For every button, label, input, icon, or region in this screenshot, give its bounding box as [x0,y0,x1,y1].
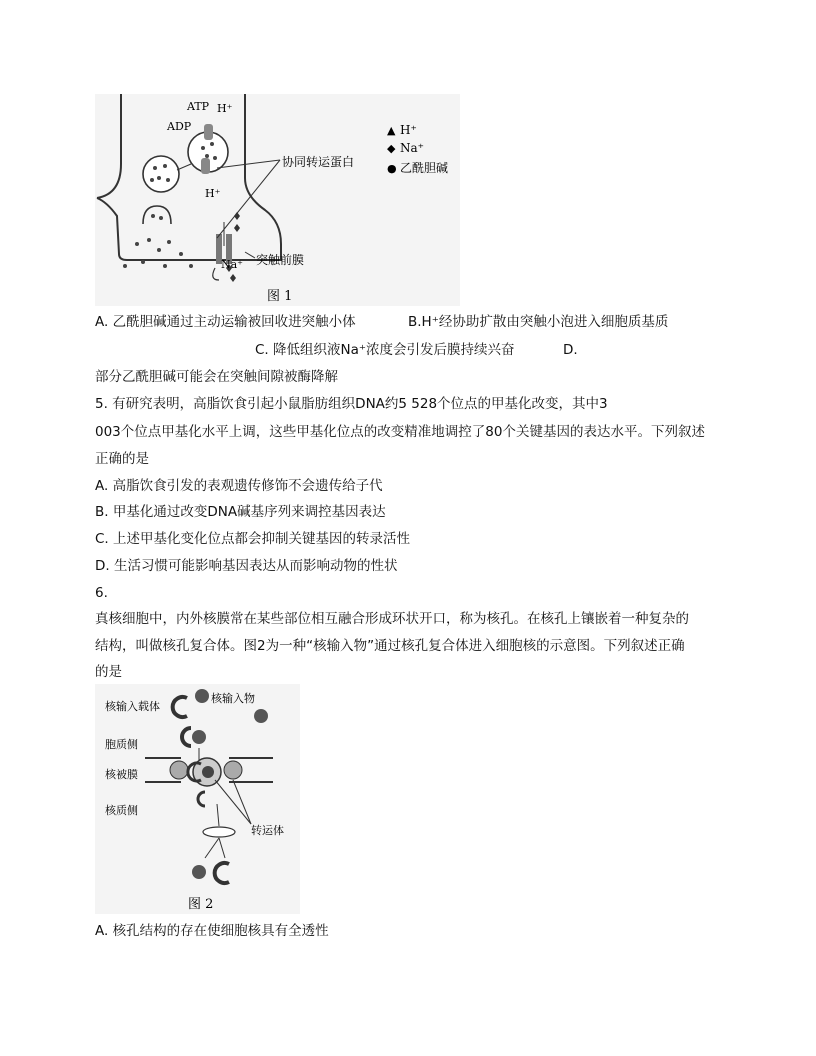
q4-option-b: B.H⁺经协助扩散由突触小泡进入细胞质基质 [408,314,669,330]
label-h-top: H⁺ [217,102,233,115]
q6-option-a: A. 核孔结构的存在使细胞核具有全透性 [95,923,329,939]
q5-option-a: A. 高脂饮食引发的表观遗传修饰不会遗传给子代 [95,478,383,494]
label-cargo: 核输入物 [211,692,255,705]
legend-ach-symbol: ● [387,162,397,175]
label-h-mid: H⁺ [205,187,221,200]
figure-1 [95,94,460,306]
q6-number: 6. [95,585,108,601]
q5-option-c: C. 上述甲基化变化位点都会抑制关键基因的转录活性 [95,531,411,547]
q6-stem-line3: 的是 [95,664,122,680]
legend-ach-label: 乙酰胆碱 [400,161,449,175]
label-nucleoplasm: 核质侧 [105,804,138,817]
q4-option-d-text: 部分乙酰胆碱可能会在突触间隙被酶降解 [95,369,338,385]
legend-h-symbol: ▲ [387,124,396,137]
q6-stem-line2: 结构，叫做核孔复合体。图2为一种“核输入物”通过核孔复合体进入细胞核的示意图。下列叙述正确 [95,638,685,654]
q4-option-a: A. 乙酰胆碱通过主动运输被回收进突触小体 [95,314,356,330]
synapse-diagram [95,94,460,306]
label-adp: ADP [167,120,192,133]
nuclear-pore-diagram [95,684,300,914]
label-transporter: 转运体 [251,824,284,837]
figure-2-caption: 图 2 [188,897,214,912]
legend-h-label: H⁺ [400,123,417,137]
q5-option-d: D. 生活习惯可能影响基因表达从而影响动物的性状 [95,558,398,574]
q5-option-b: B. 甲基化通过改变DNA碱基序列来调控基因表达 [95,504,386,520]
label-cotransport: 协同转运蛋白 [282,155,355,169]
label-presynaptic: 突触前膜 [256,253,305,267]
q5-stem-line2: 003个位点甲基化水平上调，这些甲基化位点的改变精准地调控了80个关键基因的表达水平。下列叙述 [95,424,705,440]
label-na: Na⁺ [221,258,243,271]
q6-stem-line1: 真核细胞中，内外核膜常在某些部位相互融合形成环状开口，称为核孔。在核孔上镶嵌着一种复杂的 [95,611,689,627]
q4-option-c: C. 降低组织液Na⁺浓度会引发后膜持续兴奋 [255,342,515,358]
q5-stem-line1: 5. 有研究表明，高脂饮食引起小鼠脂肪组织DNA约5 528个位点的甲基化改变，其中3 [95,396,608,412]
figure-2 [95,684,300,914]
figure-1-caption: 图 1 [267,289,293,304]
label-envelope: 核被膜 [105,768,138,781]
q4-option-d-label: D. [563,342,578,358]
label-carrier: 核输入载体 [105,700,160,713]
label-cytoplasm: 胞质侧 [105,738,138,751]
legend-na-label: Na⁺ [400,141,424,155]
q5-stem-line3: 正确的是 [95,451,149,467]
label-atp: ATP [187,100,210,113]
legend-na-symbol: ◆ [387,142,396,155]
